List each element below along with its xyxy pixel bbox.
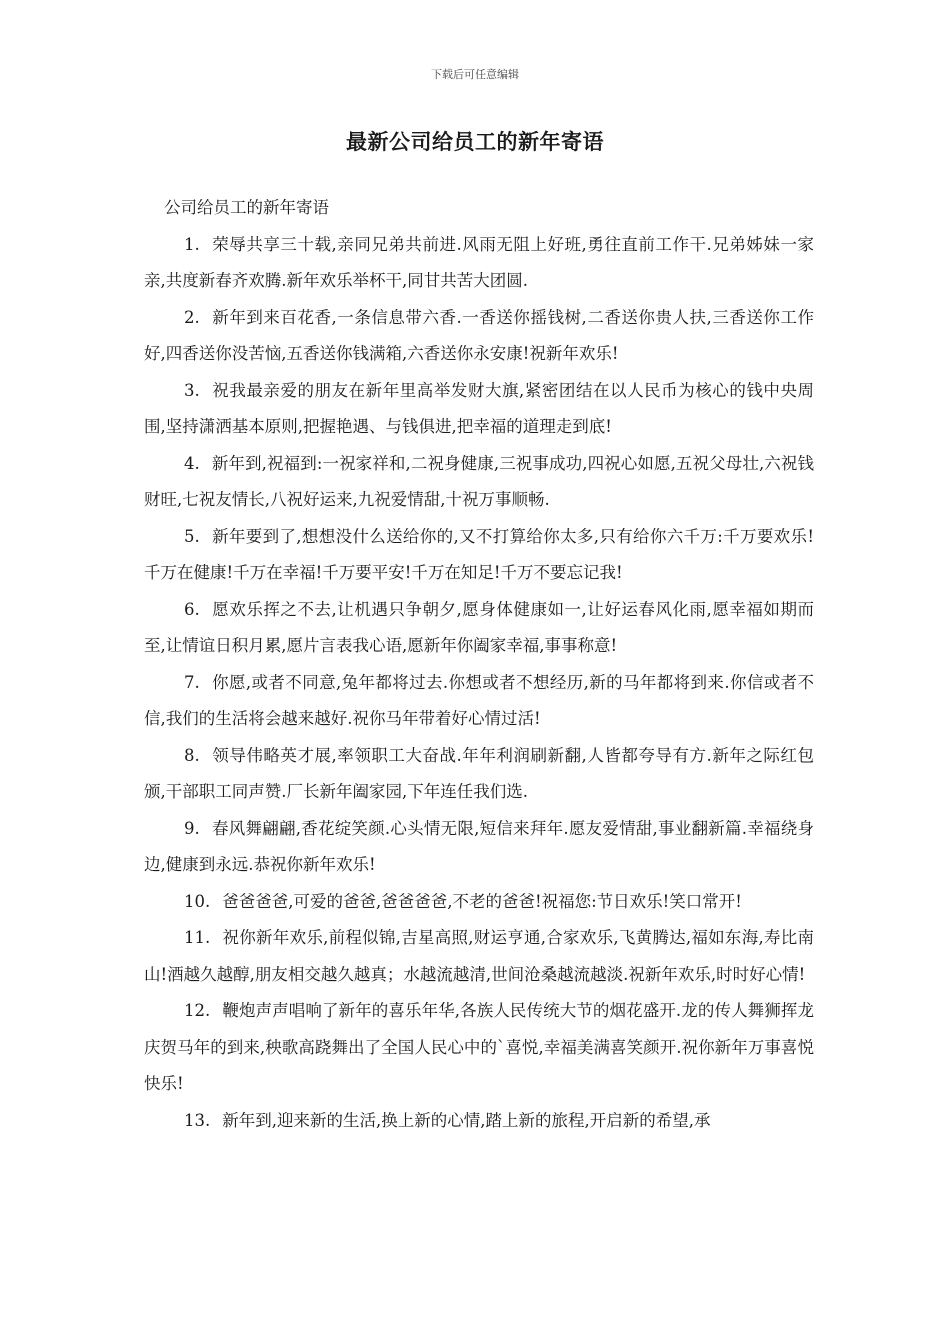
item-number: 1. <box>184 234 200 254</box>
list-item <box>144 738 814 811</box>
item-text: 荣辱共享三十载,亲同兄弟共前进.风雨无阻上好班,勇往直前工作干.兄弟姊妹一家亲,共度新春齐欢腾.新年欢乐举杯干,同甘共苦大团圆. <box>144 234 814 290</box>
item-number: 5. <box>184 526 200 546</box>
item-number: 3. <box>184 380 200 400</box>
item-number: 10. <box>184 891 211 911</box>
list-item <box>144 300 814 373</box>
item-number: 4. <box>184 453 200 473</box>
list-item <box>144 373 814 446</box>
item-text: 新年要到了,想想没什么送给你的,又不打算给你太多,只有给你六千万:千万要欢乐!千万在健康!千万在幸福!千万要平安!千万在知足!千万不要忘记我! <box>144 526 814 582</box>
list-item <box>144 884 814 921</box>
item-text: 领导伟略英才展,率领职工大奋战.年年利润刷新翻,人皆都夸导有方.新年之际红包颁,干部职工同声赞.厂长新年阖家园,下年连任我们选. <box>144 745 814 801</box>
list-item <box>144 920 814 993</box>
list-item <box>144 1103 814 1140</box>
item-text: 祝你新年欢乐,前程似锦,吉星高照,财运亨通,合家欢乐,飞黄腾达,福如东海,寿比南山!酒越久越醇,朋友相交越久越真；水越流越清,世间沧桑越流越淡.祝新年欢乐,时时好心情! <box>144 928 814 984</box>
list-item <box>144 446 814 519</box>
item-number: 2. <box>184 307 200 327</box>
item-text: 新年到,迎来新的生活,换上新的心情,踏上新的旅程,开启新的希望,承 <box>222 1110 711 1130</box>
item-text: 春风舞翩翩,香花绽笑颜.心头情无限,短信来拜年.愿友爱情甜,事业翻新篇.幸福绕身边,健康到永远.恭祝你新年欢乐! <box>144 818 814 874</box>
item-text: 愿欢乐挥之不去,让机遇只争朝夕,愿身体健康如一,让好运春风化雨,愿幸福如期而至,让情谊日积月累,愿片言表我心语,愿新年你阖家幸福,事事称意! <box>144 599 814 655</box>
item-text: 祝我最亲爱的朋友在新年里高举发财大旗,紧密团结在以人民币为核心的钱中央周围,坚持潇洒基本原则,把握艳遇、与钱俱进,把幸福的道理走到底! <box>144 380 814 436</box>
list-item <box>144 993 814 1103</box>
item-number: 12. <box>184 1001 211 1020</box>
item-text: 你愿,或者不同意,兔年都将过去.你想或者不想经历,新的马年都将到来.你信或者不信,我们的生活将会越来越好.祝你马年带着好心情过活! <box>144 672 814 728</box>
item-number: 7. <box>184 672 200 692</box>
list-item <box>144 811 814 884</box>
item-number: 9. <box>184 818 200 838</box>
item-text: 爸爸爸爸,可爱的爸爸,爸爸爸爸,不老的爸爸!祝福您:节日欢乐!笑口常开! <box>222 891 742 911</box>
document-body <box>144 190 814 1139</box>
list-item <box>144 227 814 300</box>
page-title: 最新公司给员工的新年寄语 <box>346 130 604 154</box>
item-text: 新年到,祝福到:一祝家祥和,二祝身健康,三祝事成功,四祝心如愿,五祝父母壮,六祝钱财旺,七祝友情长,八祝好运来,九祝爱情甜,十祝万事顺畅. <box>144 453 814 509</box>
list-item <box>144 592 814 665</box>
list-item <box>144 665 814 738</box>
item-text: 鞭炮声声唱响了新年的喜乐年华,各族人民传统大节的烟花盛开.龙的传人舞狮挥龙庆贺马年的到来,秧歌高跷舞出了全国人民心中的`喜悦,幸福美满喜笑颜开.祝你新年万事喜悦快乐! <box>144 1001 814 1093</box>
list-item <box>144 519 814 592</box>
item-number: 11. <box>184 928 211 947</box>
item-number: 8. <box>184 745 200 765</box>
section-subtitle: 公司给员工的新年寄语 <box>164 198 329 217</box>
header-note: 下载后可任意编辑 <box>431 68 519 81</box>
item-text: 新年到来百花香,一条信息带六香.一香送你摇钱树,二香送你贵人扶,三香送你工作好,四香送你没苦恼,五香送你钱满箱,六香送你永安康!祝新年欢乐! <box>144 307 814 363</box>
item-number: 6. <box>184 599 200 619</box>
item-number: 13. <box>184 1110 211 1130</box>
